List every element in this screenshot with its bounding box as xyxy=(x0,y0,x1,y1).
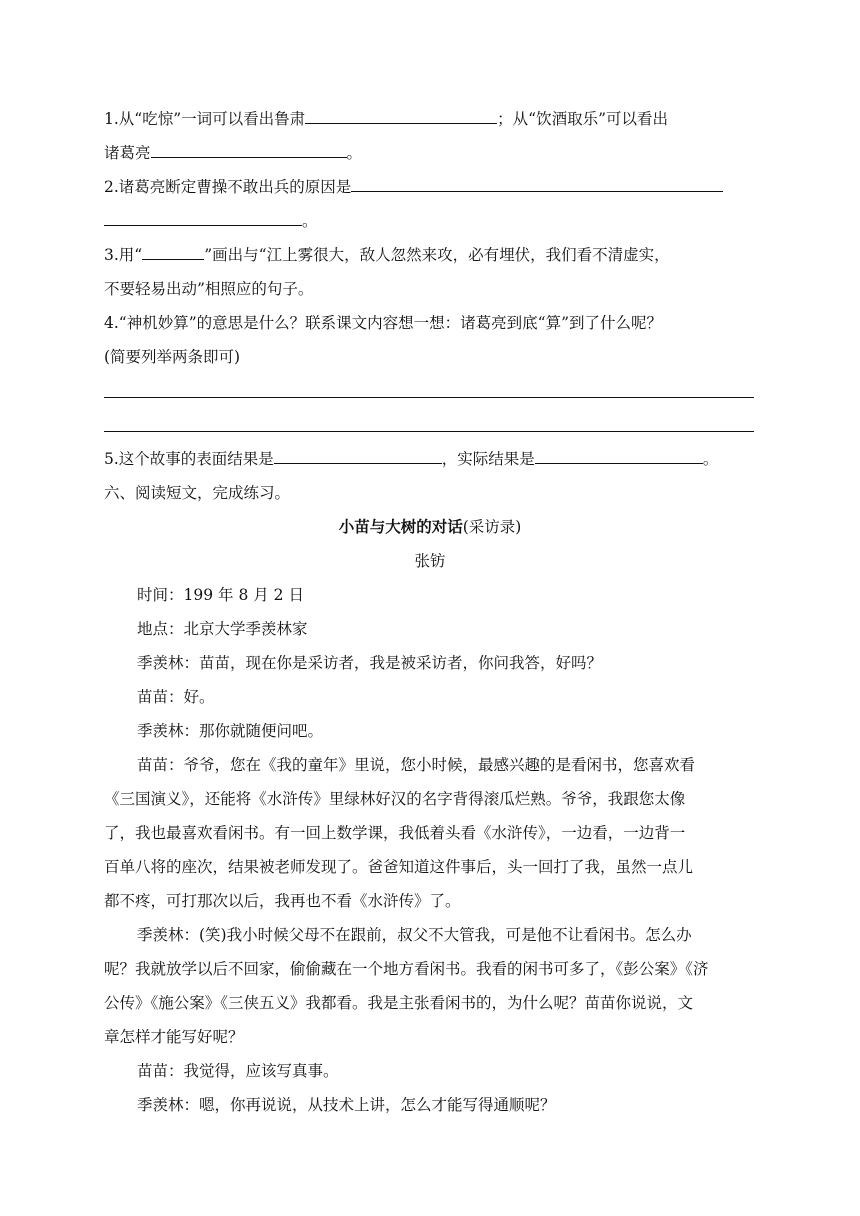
paragraph: 苗苗：好。 xyxy=(137,688,215,706)
question-3-text-3: 不要轻易出动”相照应的句子。 xyxy=(104,280,314,298)
answer-line-4a[interactable] xyxy=(104,397,754,398)
paragraph-line: 呢？我就放学以后不回家，偷偷藏在一个地方看闲书。我看的闲书可多了，《彭公案》《济 xyxy=(104,960,709,978)
answer-blank-5b[interactable] xyxy=(535,448,703,464)
section-6-heading: 六、阅读短文，完成练习。 xyxy=(104,484,291,502)
article-title-suffix: (采访录) xyxy=(462,518,522,536)
answer-blank-2a[interactable] xyxy=(351,176,723,192)
question-5-line xyxy=(104,448,756,470)
paragraph-line: 《三国演义》，还能将《水浒传》里绿林好汉的名字背得滚瓜烂熟。爷爷，我跟您太像 xyxy=(104,790,686,808)
question-1-text: 1.从“吃惊”一词可以看出鲁肃 xyxy=(104,110,306,128)
answer-blank-5a[interactable] xyxy=(274,448,442,464)
question-2-line-2 xyxy=(104,210,756,232)
question-5-end: 。 xyxy=(702,450,719,468)
paragraph: 季羡林：那你就随便问吧。 xyxy=(137,722,324,740)
question-4-hint: (简要列举两条即可) xyxy=(104,348,241,366)
paragraph: 地点：北京大学季羡林家 xyxy=(137,620,308,638)
article-title xyxy=(0,516,860,538)
question-1-text-3: 诸葛亮 xyxy=(104,144,151,162)
question-5-text-2: ，实际结果是 xyxy=(441,450,535,468)
question-2-text: 2.诸葛亮断定曹操不敢出兵的原因是 xyxy=(104,178,352,196)
question-4-line-1 xyxy=(104,312,756,334)
paragraph-line: 都不疼，可打那次以后，我再也不看《水浒传》了。 xyxy=(104,892,461,910)
answer-blank-2b[interactable] xyxy=(104,210,302,226)
paragraph-line: 季羡林：(笑)我小时候父母不在跟前，叔父不大管我，可是他不让看闲书。怎么办 xyxy=(137,926,692,944)
paragraph-line: 百单八将的座次，结果被老师发现了。爸爸知道这件事后，头一回打了我，虽然一点儿 xyxy=(104,858,694,876)
question-1-line-2 xyxy=(104,142,756,164)
answer-blank-1a[interactable] xyxy=(305,108,497,124)
answer-blank-1b[interactable] xyxy=(151,142,347,158)
answer-line-4b[interactable] xyxy=(104,431,754,432)
question-1-text-2: ；从“饮酒取乐”可以看出 xyxy=(497,110,668,128)
paragraph-line: 了，我也最喜欢看闲书。有一回上数学课，我低着头看《水浒传》，一边看，一边背一 xyxy=(104,824,686,842)
question-3-line-2 xyxy=(104,278,756,300)
question-2-line-1 xyxy=(104,176,756,198)
article-title-main: 小苗与大树的对话 xyxy=(338,517,463,536)
article-author: 张钫 xyxy=(414,552,446,570)
paragraph-line: 章怎样才能写好呢？ xyxy=(104,1028,244,1046)
question-4-line-2 xyxy=(104,346,756,368)
question-4-text: 4.“神机妙算”的意思是什么？联系课文内容想一想：诸葛亮到底“算”到了什么呢？ xyxy=(104,314,662,332)
question-1-end: 。 xyxy=(346,144,363,162)
paragraph-line: 公传》《施公案》《三侠五义》我都看。我是主张看闲书的，为什么呢？苗苗你说说，文 xyxy=(104,994,694,1012)
paragraph: 季羡林：嗯，你再说说，从技术上讲，怎么才能写得通顺呢？ xyxy=(137,1096,556,1114)
question-2-end: 。 xyxy=(302,212,318,230)
paragraph-line: 苗苗：爷爷，您在《我的童年》里说，您小时候，最感兴趣的是看闲书，您喜欢看 xyxy=(137,756,696,774)
paragraph: 苗苗：我觉得，应该写真事。 xyxy=(137,1062,339,1080)
paragraph: 季羡林：苗苗，现在你是采访者，我是被采访者，你问我答，好吗？ xyxy=(137,654,603,672)
question-3-line-1 xyxy=(104,244,756,266)
question-3-text-2: ”画出与“江上雾很大，敌人忽然来攻，必有埋伏，我们看不清虚实， xyxy=(204,246,670,264)
question-5-text: 5.这个故事的表面结果是 xyxy=(104,450,274,468)
paragraph: 时间：199 年 8 月 2 日 xyxy=(137,586,304,604)
question-1-line-1 xyxy=(104,108,756,130)
underline-sample xyxy=(142,247,204,260)
question-3-text: 3.用“ xyxy=(104,246,143,264)
